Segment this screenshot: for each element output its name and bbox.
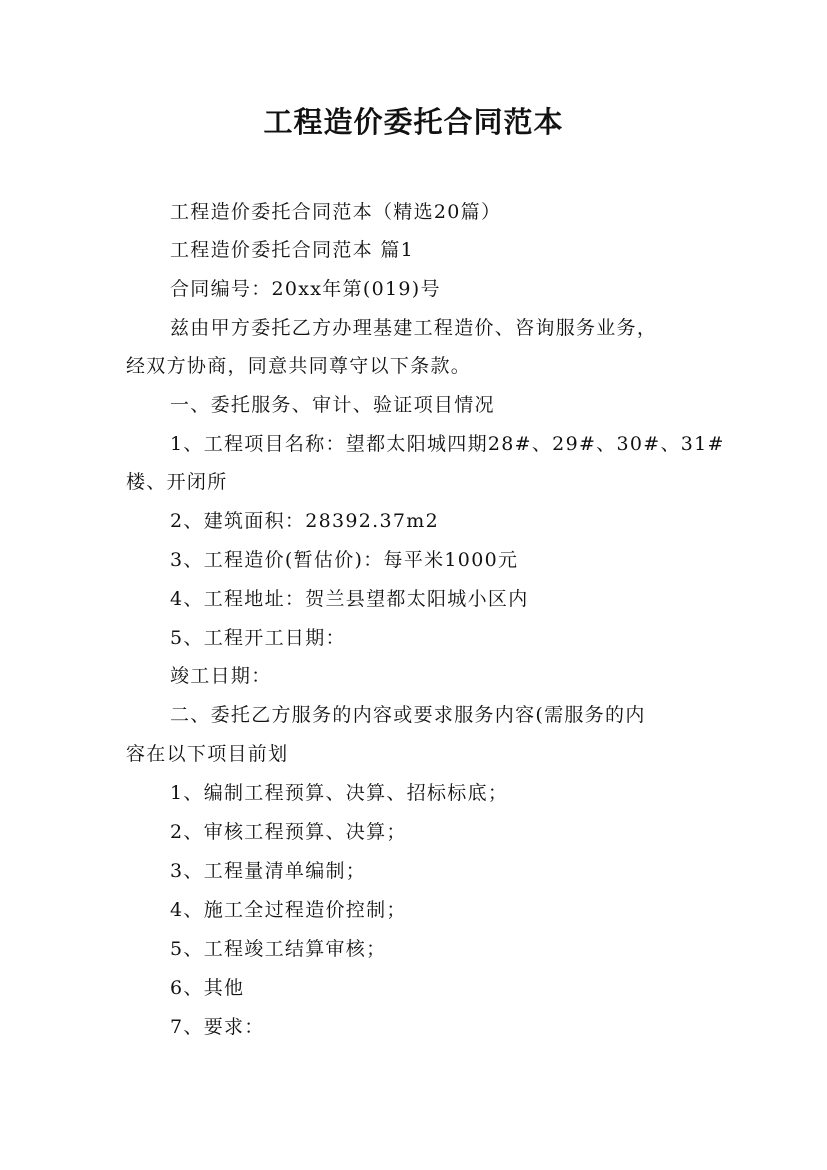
document-title: 工程造价委托合同范本 xyxy=(263,105,564,139)
text-line: 4、工程地址：贺兰县望都太阳城小区内 xyxy=(170,588,529,610)
text-line: 工程造价委托合同范本 篇1 xyxy=(170,239,415,261)
text-line: 2、审核工程预算、决算； xyxy=(170,821,407,843)
text-line: 经双方协商，同意共同尊守以下条款。 xyxy=(126,355,472,377)
text-line: 工程造价委托合同范本（精选20篇） xyxy=(170,201,502,223)
text-line: 6、其他 xyxy=(170,977,245,999)
text-line: 2、建筑面积：28392.37m2 xyxy=(170,510,439,532)
text-line: 合同编号：20xx年第(019)号 xyxy=(170,278,441,300)
text-line: 3、工程造价(暂估价)：每平米1000元 xyxy=(170,549,519,571)
text-line: 一、委托服务、审计、验证项目情况 xyxy=(170,394,495,416)
text-line: 3、工程量清单编制； xyxy=(170,860,367,882)
text-line: 7、要求： xyxy=(170,1016,265,1038)
text-line: 1、工程项目名称：望都太阳城四期28#、29#、30#、31# xyxy=(170,433,725,455)
text-line: 4、施工全过程造价控制； xyxy=(170,899,407,921)
text-line: 容在以下项目前划 xyxy=(126,743,289,765)
text-line: 5、工程开工日期： xyxy=(170,627,346,649)
text-line: 二、委托乙方服务的内容或要求服务内容(需服务的内 xyxy=(170,704,646,726)
text-line: 竣工日期： xyxy=(170,665,272,687)
text-line: 5、工程竣工结算审核； xyxy=(170,938,387,960)
text-line: 楼、开闭所 xyxy=(126,471,228,493)
text-line: 兹由甲方委托乙方办理基建工程造价、咨询服务业务， xyxy=(170,317,658,339)
text-line: 1、编制工程预算、决算、招标标底； xyxy=(170,782,509,804)
